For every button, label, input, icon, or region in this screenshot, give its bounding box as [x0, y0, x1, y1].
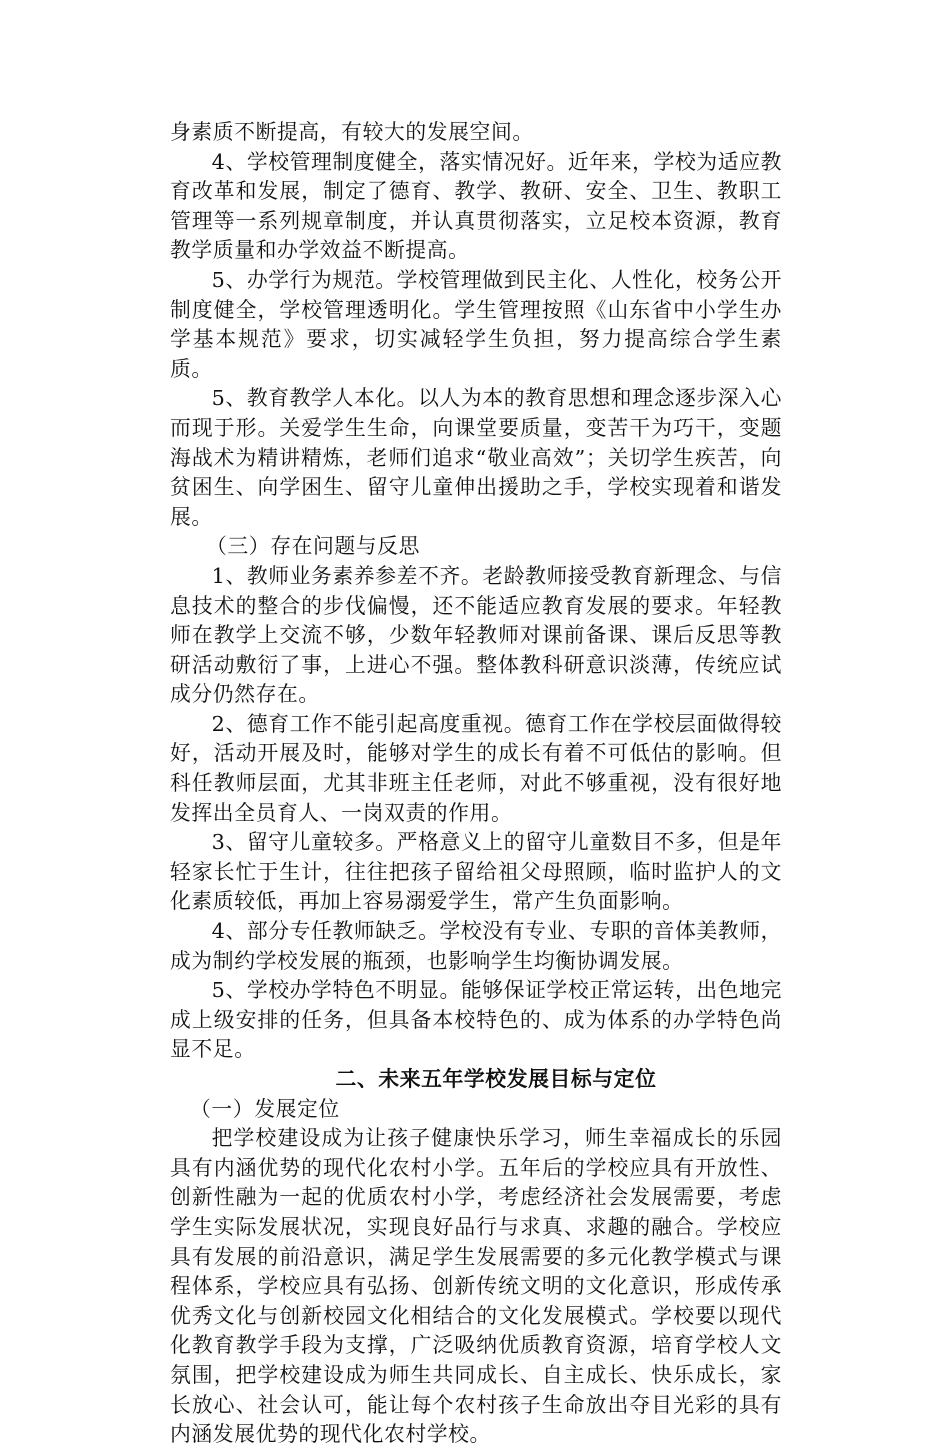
section-heading-problems: （三）存在问题与反思: [206, 534, 420, 559]
paragraph-teacher-quality: 1、教师业务素养参差不齐。老龄教师接受教育新理念、与信息技术的整合的步伐偏慢，还不能适应教育发展的要求。年轻教师在教学上交流不够，少数年轻教师对课前备课、课后反思等教研活动敷衍了事，上进心不强。整体教科研意识淡薄，传统应试成分仍然存在。: [170, 563, 782, 707]
section-heading-positioning: （一）发展定位: [190, 1096, 340, 1121]
chapter-heading-goals: 二、未来五年学校发展目标与定位: [335, 1067, 657, 1091]
document-page: [170, 118, 782, 1450]
paragraph-school-conduct: 5、办学行为规范。学校管理做到民主化、人性化，校务公开制度健全，学校管理透明化。学生管理按照《山东省中小学生办学基本规范》要求，切实减轻学生负担，努力提高综合学生素质。: [170, 267, 782, 381]
paragraph-management-system: 4、学校管理制度健全，落实情况好。近年来，学校为适应教育改革和发展，制定了德育、教学、教研、安全、卫生、教职工管理等一系列规章制度，并认真贯彻落实，立足校本资源，教育教学质量和办学效益不断提高。: [170, 149, 782, 263]
paragraph-teacher-shortage: 4、部分专任教师缺乏。学校没有专业、专职的音体美教师，成为制约学校发展的瓶颈，也影响学生均衡协调发展。: [170, 919, 782, 973]
paragraph-moral-education: 2、德育工作不能引起高度重视。德育工作在学校层面做得较好，活动开展及时，能够对学生的成长有着不可低估的影响。但科任教师层面，尤其非班主任老师，对此不够重视，没有很好地发挥出全员育人、一岗双责的作用。: [170, 711, 782, 825]
paragraph-left-behind-children: 3、留守儿童较多。严格意义上的留守儿童数目不多，但是年轻家长忙于生计，往往把孩子留给祖父母照顾，临时监护人的文化素质较低，再加上容易溺爱学生，常产生负面影响。: [170, 830, 782, 914]
paragraph-continuation: 身素质不断提高，有较大的发展空间。: [170, 120, 534, 144]
paragraph-humanistic-teaching: 5、教育教学人本化。以人为本的教育思想和理念逐步深入心而现于形。关爱学生生命，向课堂要质量，变苦干为巧干，变题海战术为精讲精炼，老师们追求“敬业高效”；关切学生疾苦，向贫困生、向学困生、留守儿童伸出援助之手，学校实现着和谐发展。: [170, 386, 782, 529]
paragraph-school-characteristics: 5、学校办学特色不明显。能够保证学校正常运转，出色地完成上级安排的任务，但具备本校特色的、成为体系的办学特色尚显不足。: [170, 978, 782, 1062]
paragraph-development-positioning: 把学校建设成为让孩子健康快乐学习，师生幸福成长的乐园具有内涵优势的现代化农村小学。五年后的学校应具有开放性、创新性融为一起的优质农村小学，考虑经济社会发展需要，考虑学生实际发展状况，实现良好品行与求真、求趣的融合。学校应具有发展的前沿意识，满足学生发展需要的多元化教学模式与课程体系，学校应具有弘扬、创新传统文明的文化意识，形成传承优秀文化与创新校园文化相结合的文化发展模式。学校要以现代化教育教学手段为支撑，广泛吸纳优质教育资源，培育学校人文氛围，把学校建设成为师生共同成长、自主成长、快乐成长，家长放心、社会认可，能让每个农村孩子生命放出夺目光彩的具有内涵发展优势的现代化农村学校。: [170, 1126, 782, 1447]
